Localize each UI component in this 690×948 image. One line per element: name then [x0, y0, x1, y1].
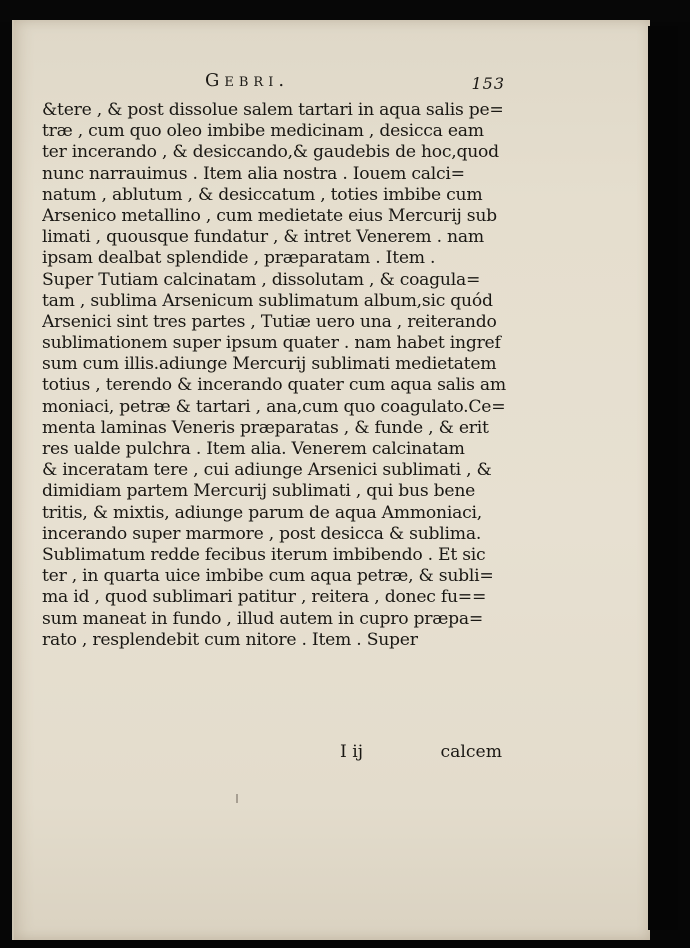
- text-line: ter , in quarta uice imbibe cum aqua petræ, & subli=: [42, 566, 494, 587]
- text-line: ter incerando , & desiccando,& gaudebis de hoc,quod: [42, 142, 499, 163]
- text-line: Arsenici sint tres partes , Tutiæ uero una , reiterando: [42, 311, 497, 332]
- text-line: Super Tutiam calcinatam , dissolutam , & coagula=: [42, 269, 481, 290]
- text-line: & inceratam tere , cui adiunge Arsenici sublimati , &: [42, 460, 492, 481]
- text-line: nunc narrauimus . Item alia nostra . Iouem calci=: [42, 163, 465, 184]
- text-line: menta laminas Veneris præparatas , & funde , & erit: [42, 417, 489, 438]
- text-line: res ualde pulchra . Item alia. Venerem calcinatam: [42, 439, 465, 459]
- signature-mark: I ij: [340, 742, 364, 762]
- top-scan-strip: [0, 0, 690, 22]
- text-line: træ , cum quo oleo imbibe medicinam , desicca eam: [42, 121, 484, 142]
- text-line: dimidiam partem Mercurij sublimati , qui bus bene: [42, 481, 476, 502]
- running-head: Gebri.: [205, 70, 290, 91]
- text-block: [42, 100, 512, 651]
- text-line: natum , ablutum , & desiccatum , toties imbibe cum: [42, 184, 483, 205]
- text-line: tam , sublima Arsenicum sublimatum album,sic quód: [42, 290, 493, 311]
- text-line: ma id , quod sublimari patitur , reitera , donec fu==: [42, 587, 487, 608]
- text-line: ipsam dealbat splendide , præparatam . Item .: [42, 248, 436, 269]
- page-number: 153: [471, 74, 505, 93]
- paper-blemish: [236, 794, 238, 803]
- text-line: moniaci, petræ & tartari , ana,cum quo coagulato.Ce=: [42, 396, 506, 417]
- text-line: rato , resplendebit cum nitore . Item . Super: [42, 629, 418, 650]
- text-line: &tere , & post dissolue salem tartari in aqua salis pe=: [42, 100, 504, 120]
- text-line: sum cum illis.adiunge Mercurij sublimati medietatem: [42, 354, 497, 375]
- text-line: limati , quousque fundatur , & intret Venerem . nam: [42, 227, 484, 248]
- catchword: calcem: [440, 742, 502, 762]
- text-line: sublimationem super ipsum quater . nam habet ingref: [42, 333, 501, 354]
- text-line: Arsenico metallino , cum medietate eius Mercurij sub: [42, 205, 497, 226]
- text-line: incerando super marmore , post desicca & sublima.: [42, 523, 482, 544]
- text-line: Sublimatum redde fecibus iterum imbibendo . Et sic: [42, 544, 486, 565]
- page-header: [205, 68, 505, 94]
- page-footer: [340, 742, 502, 764]
- right-scan-edge: [648, 26, 678, 930]
- text-line: tritis, & mixtis, adiunge parum de aqua Ammoniaci,: [42, 502, 482, 523]
- text-line: totius , terendo & incerando quater cum aqua salis am: [42, 375, 506, 396]
- text-line: sum maneat in fundo , illud autem in cupro præpa=: [42, 608, 484, 629]
